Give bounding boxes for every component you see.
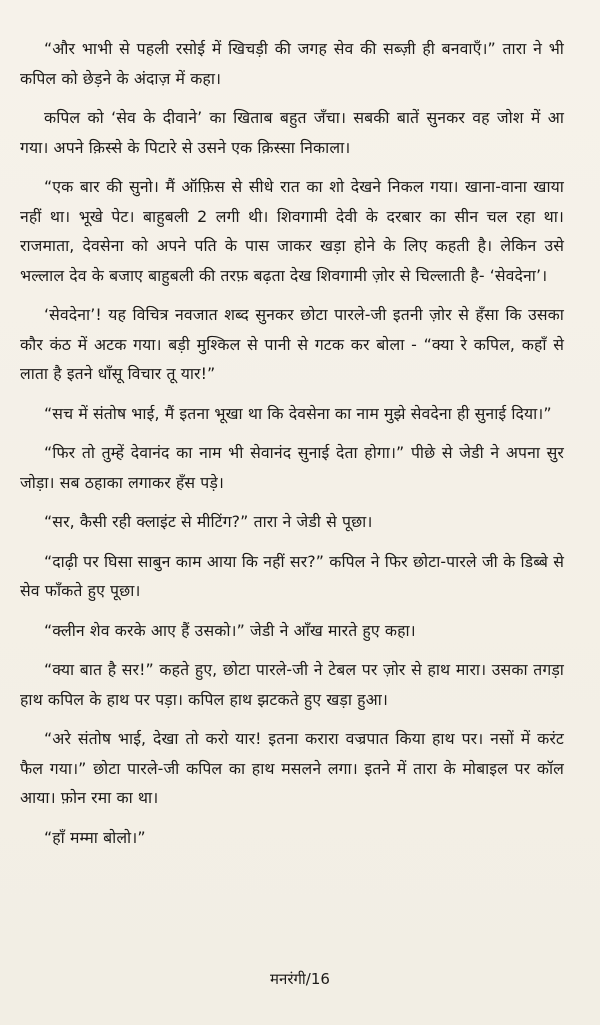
page-footer: मनरंगी/16 — [270, 970, 330, 988]
page-body — [20, 34, 564, 852]
paragraph-11: “अरे संतोष भाई, देखा तो करो यार! इतना करारा वज्रपात किया हाथ पर। नसों में करंट फैल गया।” छोटा पारले-जी कपिल का हाथ मसलने लगा। इतने में तारा के मोबाइल पर कॉल आया। फ़ोन रमा का था। — [20, 729, 564, 807]
paragraph-4: ‘सेवदेना’! यह विचित्र नवजात शब्द सुनकर छोटा पारले-जी इतनी ज़ोर से हँसा कि उसका कौर कंठ में अटक गया। बड़ी मुश्किल से पानी से गटक कर बोला - “क्या रे कपिल, कहाँ से लाता है इतने धाँसू विचार तू यार!” — [20, 305, 564, 383]
paragraph-1: “और भाभी से पहली रसोई में खिचड़ी की जगह सेव की सब्ज़ी ही बनवाएँ।” तारा ने भी कपिल को छेड़ने के अंदाज़ में कहा। — [20, 39, 564, 88]
paragraph-3: “एक बार की सुनो। मैं ऑफ़िस से सीधे रात का शो देखने निकल गया। खाना-वाना खाया नहीं था। भूखे पेट। बाहुबली 2 लगी थी। शिवगामी देवी के दरबार का सीन चल रहा था। राजमाता, देवसेना को अपने पति के पास जाकर खड़ा होने के लिए कहती है। लेकिन उसे भल्लाल देव के बजाए बाहुबली की तरफ़ बढ़ता देख शिवगामी ज़ोर से चिल्लाती है- ‘सेवदेना’। — [20, 177, 564, 285]
paragraph-7: “सर, कैसी रही क्लाइंट से मीटिंग?” तारा ने जेडी से पूछा। — [44, 512, 373, 531]
paragraph-12: “हाँ मम्मा बोलो।” — [44, 827, 146, 847]
paragraph-6: “फिर तो तुम्हें देवानंद का नाम भी सेवानंद सुनाई देता होगा।” पीछे से जेडी ने अपना सुर जोड़ा। सब ठहाका लगाकर हँस पड़े। — [20, 443, 564, 492]
paragraph-8: “दाढ़ी पर घिसा साबुन काम आया कि नहीं सर?” कपिल ने फिर छोटा-पारले जी के डिब्बे से सेव फाँकते हुए पूछा। — [20, 551, 564, 600]
paragraph-9: “क्लीन शेव करके आए हैं उसको।” जेडी ने आँख मारते हुए कहा। — [44, 620, 416, 640]
paragraph-10: “क्या बात है सर!” कहते हुए, छोटा पारले-जी ने टेबल पर ज़ोर से हाथ मारा। उसका तगड़ा हाथ कपिल के हाथ पर पड़ा। कपिल हाथ झटकते हुए खड़ा हुआ। — [20, 660, 564, 709]
paragraph-5: “सच में संतोष भाई, मैं इतना भूखा था कि देवसेना का नाम मुझे सेवदेना ही सुनाई दिया।” — [44, 403, 552, 423]
paragraph-2: कपिल को ‘सेव के दीवाने’ का खिताब बहुत जँचा। सबकी बातें सुनकर वह जोश में आ गया। अपने क़िस्से के पिटारे से उसने एक क़िस्सा निकाला। — [20, 108, 564, 157]
